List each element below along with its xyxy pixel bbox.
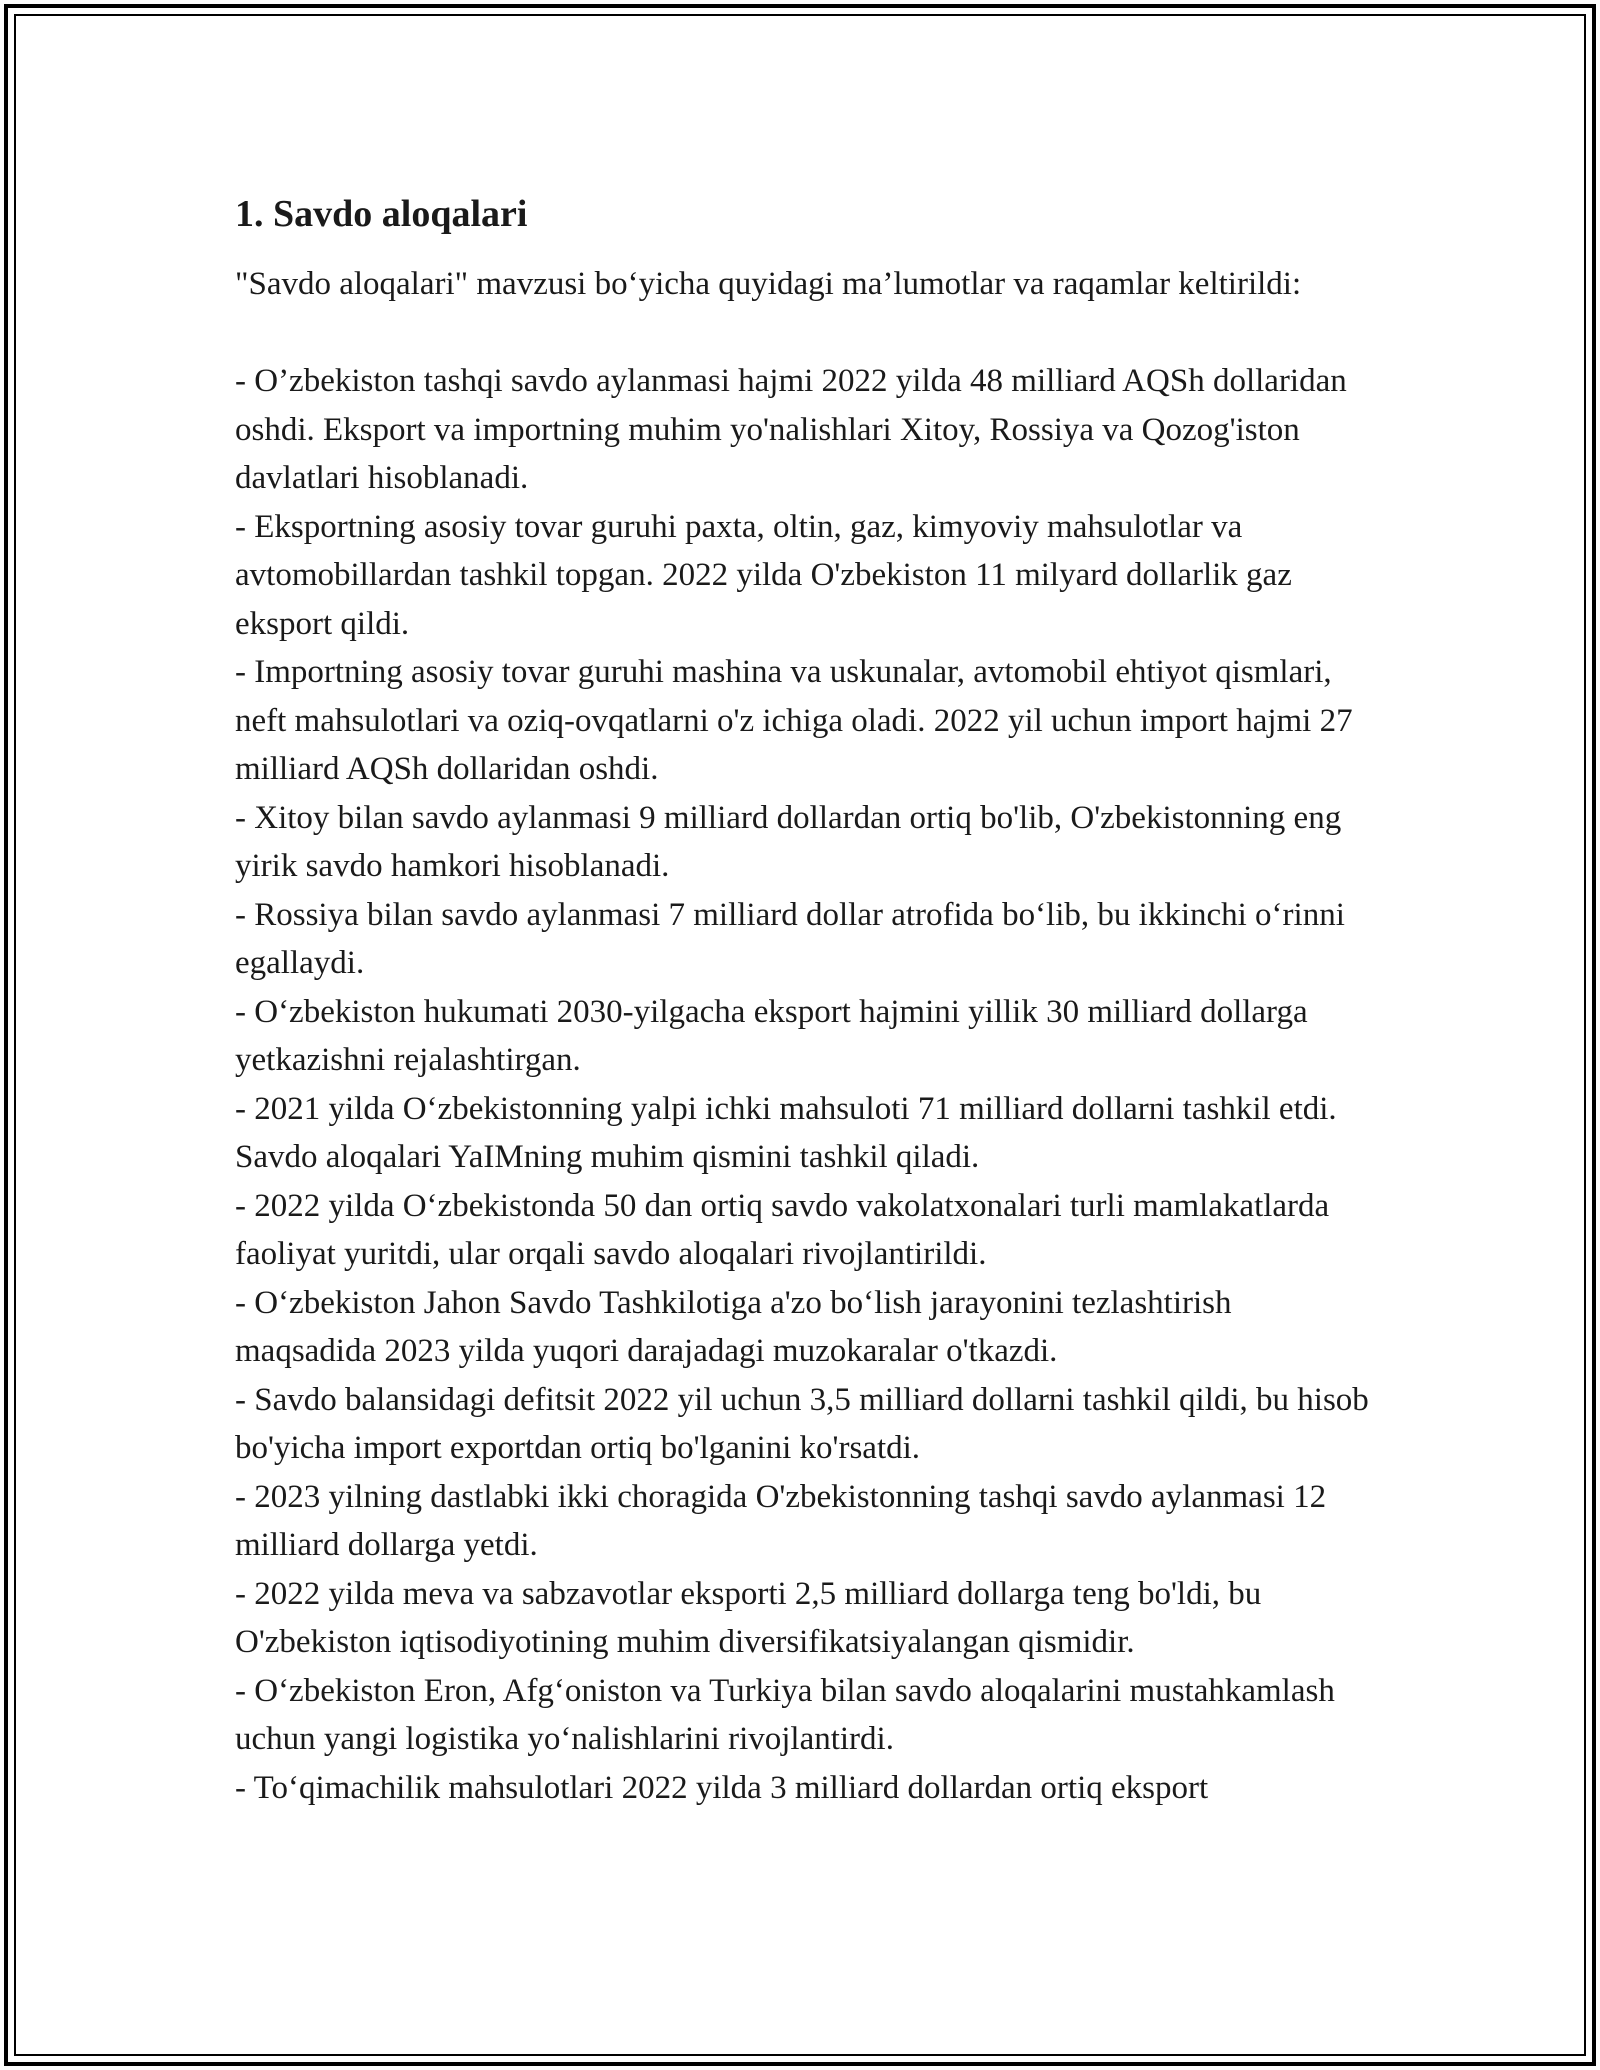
bullet-item: - 2022 yilda meva va sabzavotlar eksporti 2,5 milliard dollarga teng bo'ldi, bu O'zbekiston iqtisodiyotining muhim diversifikatsiyalangan qismidir.: [235, 1575, 1262, 1660]
bullet-item: - Savdo balansidagi defitsit 2022 yil uchun 3,5 milliard dollarni tashkil qildi, bu hisob bo'yicha import exportdan ortiq bo'lganini ko'rsatdi.: [235, 1381, 1369, 1466]
bullet-list: [235, 357, 1375, 1812]
bullet-item: - O‘zbekiston Eron, Afg‘oniston va Turkiya bilan savdo aloqalarini mustahkamlash uchun yangi logistika yo‘nalishlarini rivojlantirdi.: [235, 1672, 1335, 1757]
bullet-item: - 2023 yilning dastlabki ikki choragida O'zbekistonning tashqi savdo aylanmasi 12 milliard dollarga yetdi.: [235, 1478, 1327, 1563]
bullet-item: - Xitoy bilan savdo aylanmasi 9 milliard dollardan ortiq bo'lib, O'zbekistonning eng yirik savdo hamkori hisoblanadi.: [235, 799, 1342, 884]
bullet-item: - Eksportning asosiy tovar guruhi paxta, oltin, gaz, kimyoviy mahsulotlar va avtomobillardan tashkil topgan. 2022 yilda O'zbekiston 11 milyard dollarlik gaz eksport qildi.: [235, 508, 1292, 642]
bullet-item: - O‘zbekiston Jahon Savdo Tashkilotiga a'zo bo‘lish jarayonini tezlashtirish maqsadida 2023 yilda yuqori darajadagi muzokaralar o'tkazdi.: [235, 1284, 1232, 1369]
bullet-item: - O’zbekiston tashqi savdo aylanmasi hajmi 2022 yilda 48 milliard AQSh dollaridan oshdi. Eksport va importning muhim yo'nalishlari Xitoy, Rossiya va Qozog'iston davlatlari hisoblanadi.: [235, 363, 1347, 496]
bullet-item: - Importning asosiy tovar guruhi mashina va uskunalar, avtomobil ehtiyot qismlari, neft mahsulotlari va oziq-ovqatlarni o'z ichiga oladi. 2022 yil uchun import hajmi 27 milliard AQSh dollaridan oshdi.: [235, 654, 1353, 787]
bullet-item: - Rossiya bilan savdo aylanmasi 7 milliard dollar atrofida bo‘lib, bu ikkinchi o‘rinni egallaydi.: [235, 896, 1345, 981]
bullet-item: - 2022 yilda O‘zbekistonda 50 dan ortiq savdo vakolatxonalari turli mamlakatlarda faoliyat yuritdi, ular orqali savdo aloqalari rivojlantirildi.: [235, 1187, 1330, 1272]
bullet-item: - 2021 yilda O‘zbekistonning yalpi ichki mahsuloti 71 milliard dollarni tashkil etdi. Savdo aloqalari YaIMning muhim qismini tashkil qiladi.: [235, 1090, 1337, 1175]
bullet-item: - O‘zbekiston hukumati 2030-yilgacha eksport hajmini yillik 30 milliard dollarga yetkazishni rejalashtirgan.: [235, 993, 1308, 1078]
blank-line: [235, 309, 1375, 358]
bullet-item: - To‘qimachilik mahsulotlari 2022 yilda 3 milliard dollardan ortiq eksport: [235, 1769, 1209, 1806]
section-heading: 1. Savdo aloqalari: [235, 193, 528, 235]
document-page: [235, 185, 1375, 1812]
intro-paragraph: "Savdo aloqalari" mavzusi bo‘yicha quyidagi ma’lumotlar va raqamlar keltirildi:: [235, 266, 1302, 302]
